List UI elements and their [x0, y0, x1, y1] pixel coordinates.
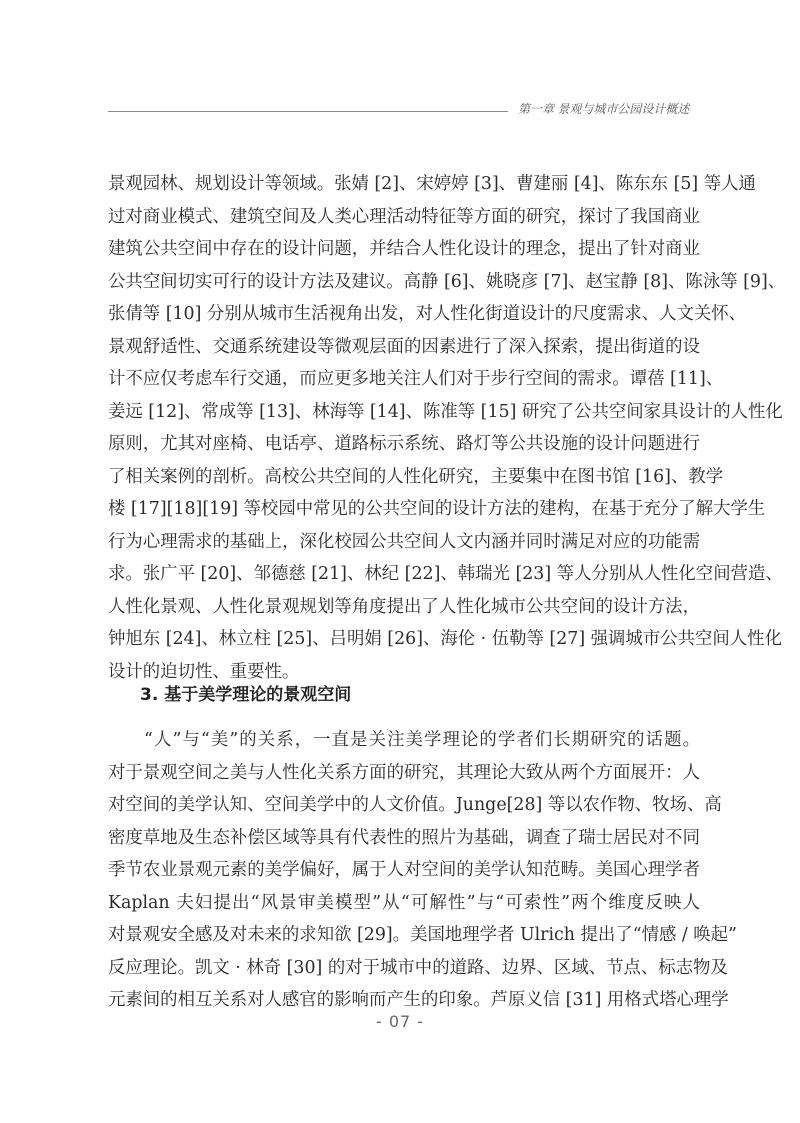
text-line: “人”与“美”的关系，一直是关注美学理论的学者们长期研究的话题。: [144, 730, 700, 750]
text-line: Kaplan 夫妇提出“风景审美模型”从“可解性”与“可索性”两个维度反映人: [108, 892, 700, 913]
text-line: 景观园林、规划设计等领域。张婧 [2]、宋婷婷 [3]、曹建丽 [4]、陈东东 [5] 等人通: [108, 174, 756, 194]
text-line: 设计的迫切性、重要性。: [108, 661, 300, 682]
text-line: 姜远 [12]、常成等 [13]、林海等 [14]、陈准等 [15] 研究了公共空间家具设计的人性化: [108, 401, 783, 422]
text-line: 季节农业景观元素的美学偏好，属于人对空间的美学认知范畴。美国心理学者: [108, 860, 700, 880]
text-line: 元素间的相互关系对人感官的影响而产生的印象。芦原义信 [31] 用格式塔心理学: [108, 990, 729, 1010]
paragraph-human-centered-research: [108, 168, 786, 688]
text-line: 原则，尤其对座椅、电话亭、道路标示系统、路灯等公共设施的设计问题进行: [108, 434, 700, 454]
text-line: 对空间的美学认知、空间美学中的人文价值。Junge[28] 等以农作物、牧场、高: [108, 795, 722, 815]
chapter-header: 第一章 景观与城市公园设计概述: [518, 102, 690, 116]
text-line: 公共空间切实可行的设计方法及建议。高静 [6]、姚晓彦 [7]、赵宝静 [8]、陈泳等 [9]、: [108, 271, 786, 292]
text-line: 人性化景观、人性化景观规划等角度提出了人性化城市公共空间的设计方法，: [108, 596, 700, 617]
text-line: 密度草地及生态补偿区域等具有代表性的照片为基础，调查了瑞士居民对不同: [108, 827, 700, 848]
text-line: 建筑公共空间中存在的设计问题，并结合人性化设计的理念，提出了针对商业: [108, 239, 700, 259]
text-line: 过对商业模式、建筑空间及人类心理活动特征等方面的研究，探讨了我国商业: [108, 206, 700, 227]
text-line: 楼 [17][18][19] 等校园中常见的公共空间的设计方法的建构，在基于充分了解大学生: [108, 499, 766, 519]
text-line: 行为心理需求的基础上，深化校园公共空间人文内涵并同时满足对应的功能需: [108, 531, 700, 552]
text-line: 求。张广平 [20]、邹德慈 [21]、林纪 [22]、韩瑞光 [23] 等人分别从人性化空间营造、: [108, 564, 783, 584]
text-line: 对景观安全感及对未来的求知欲 [29]。美国地理学者 Ulrich 提出了“情感 / 唤起”: [108, 925, 737, 945]
text-line: 景观舒适性、交通系统建设等微观层面的因素进行了深入探索，提出街道的设: [108, 336, 700, 357]
header-rule: [108, 111, 508, 112]
page-number: - 07 -: [375, 1012, 425, 1031]
text-line: 钟旭东 [24]、林立柱 [25]、吕明娟 [26]、海伦 · 伍勒等 [27] 强调城市公共空间人性化: [108, 629, 782, 649]
text-line: 反应理论。凯文 · 林奇 [30] 的对于城市中的道路、边界、区域、节点、标志物及: [108, 957, 728, 978]
paragraph-aesthetic-theory: [108, 724, 737, 1017]
text-line: 了相关案例的剖析。高校公共空间的人性化研究，主要集中在图书馆 [16]、教学: [108, 466, 724, 487]
text-line: 对于景观空间之美与人性化关系方面的研究，其理论大致从两个方面展开：人: [108, 762, 700, 783]
text-line: 张倩等 [10] 分别从城市生活视角出发，对人性化街道设计的尺度需求、人文关怀、: [108, 304, 747, 324]
text-line: 计不应仅考虑车行交通，而应更多地关注人们对于步行空间的需求。谭蓓 [11]、: [108, 369, 724, 389]
section-heading: 3. 基于美学理论的景观空间: [140, 685, 352, 705]
